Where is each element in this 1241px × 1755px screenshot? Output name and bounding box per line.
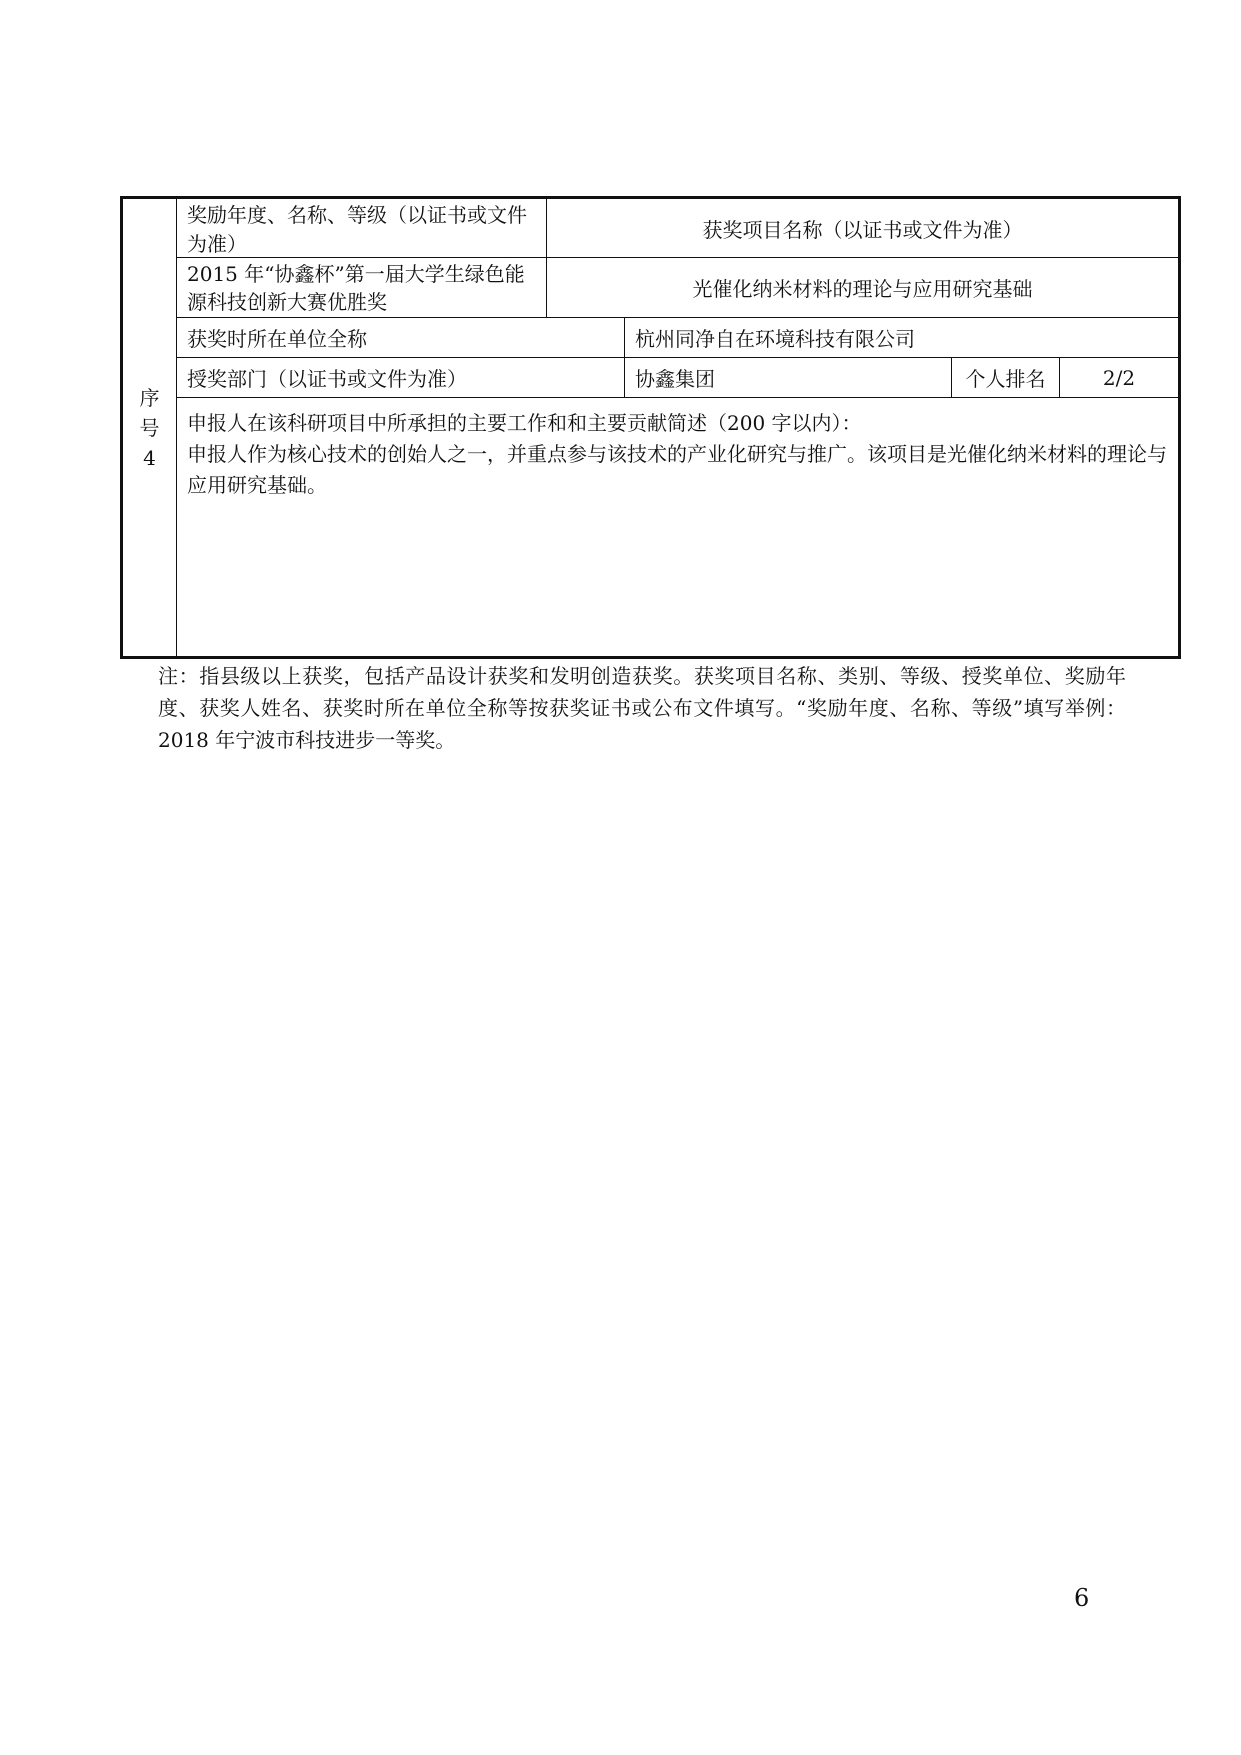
dept-value: 协鑫集团 [625, 358, 952, 398]
seq-label-1: 序 [139, 385, 160, 410]
rank-label: 个人排名 [952, 358, 1060, 398]
header-project: 获奖项目名称（以证书或文件为准） [547, 198, 1180, 258]
seq-label-2: 号 [139, 415, 160, 440]
footnote: 注：指县级以上获奖，包括产品设计获奖和发明创造获奖。获奖项目名称、类别、等级、授奖单位、奖励年度、获奖人姓名、获奖时所在单位全称等按获奖证书或公布文件填写。“奖励年度、名称、等级”填写举例：2018 年宁波市科技进步一等奖。 [158, 664, 1126, 752]
description-body: 申报人作为核心技术的创始人之一，并重点参与该技术的产业化研究与推广。该项目是光催化纳米材料的理论与应用研究基础。 [187, 442, 1167, 497]
page-number: 6 [1074, 1584, 1090, 1612]
description-title: 申报人在该科研项目中所承担的主要工作和和主要贡献简述（200 字以内）： [187, 411, 862, 435]
header-award: 奖励年度、名称、等级（以证书或文件为准） [177, 198, 547, 258]
award-value: 2015 年“协鑫杯”第一届大学生绿色能源科技创新大赛优胜奖 [177, 258, 547, 318]
project-value: 光催化纳米材料的理论与应用研究基础 [547, 258, 1180, 318]
unit-value: 杭州同净自在环境科技有限公司 [625, 318, 1180, 358]
award-table [120, 196, 1181, 659]
seq-cell [122, 198, 177, 658]
dept-label: 授奖部门（以证书或文件为准） [177, 358, 625, 398]
seq-number: 4 [143, 445, 156, 470]
unit-label: 获奖时所在单位全称 [177, 318, 625, 358]
description-cell [177, 398, 1180, 658]
rank-value: 2/2 [1060, 358, 1180, 398]
